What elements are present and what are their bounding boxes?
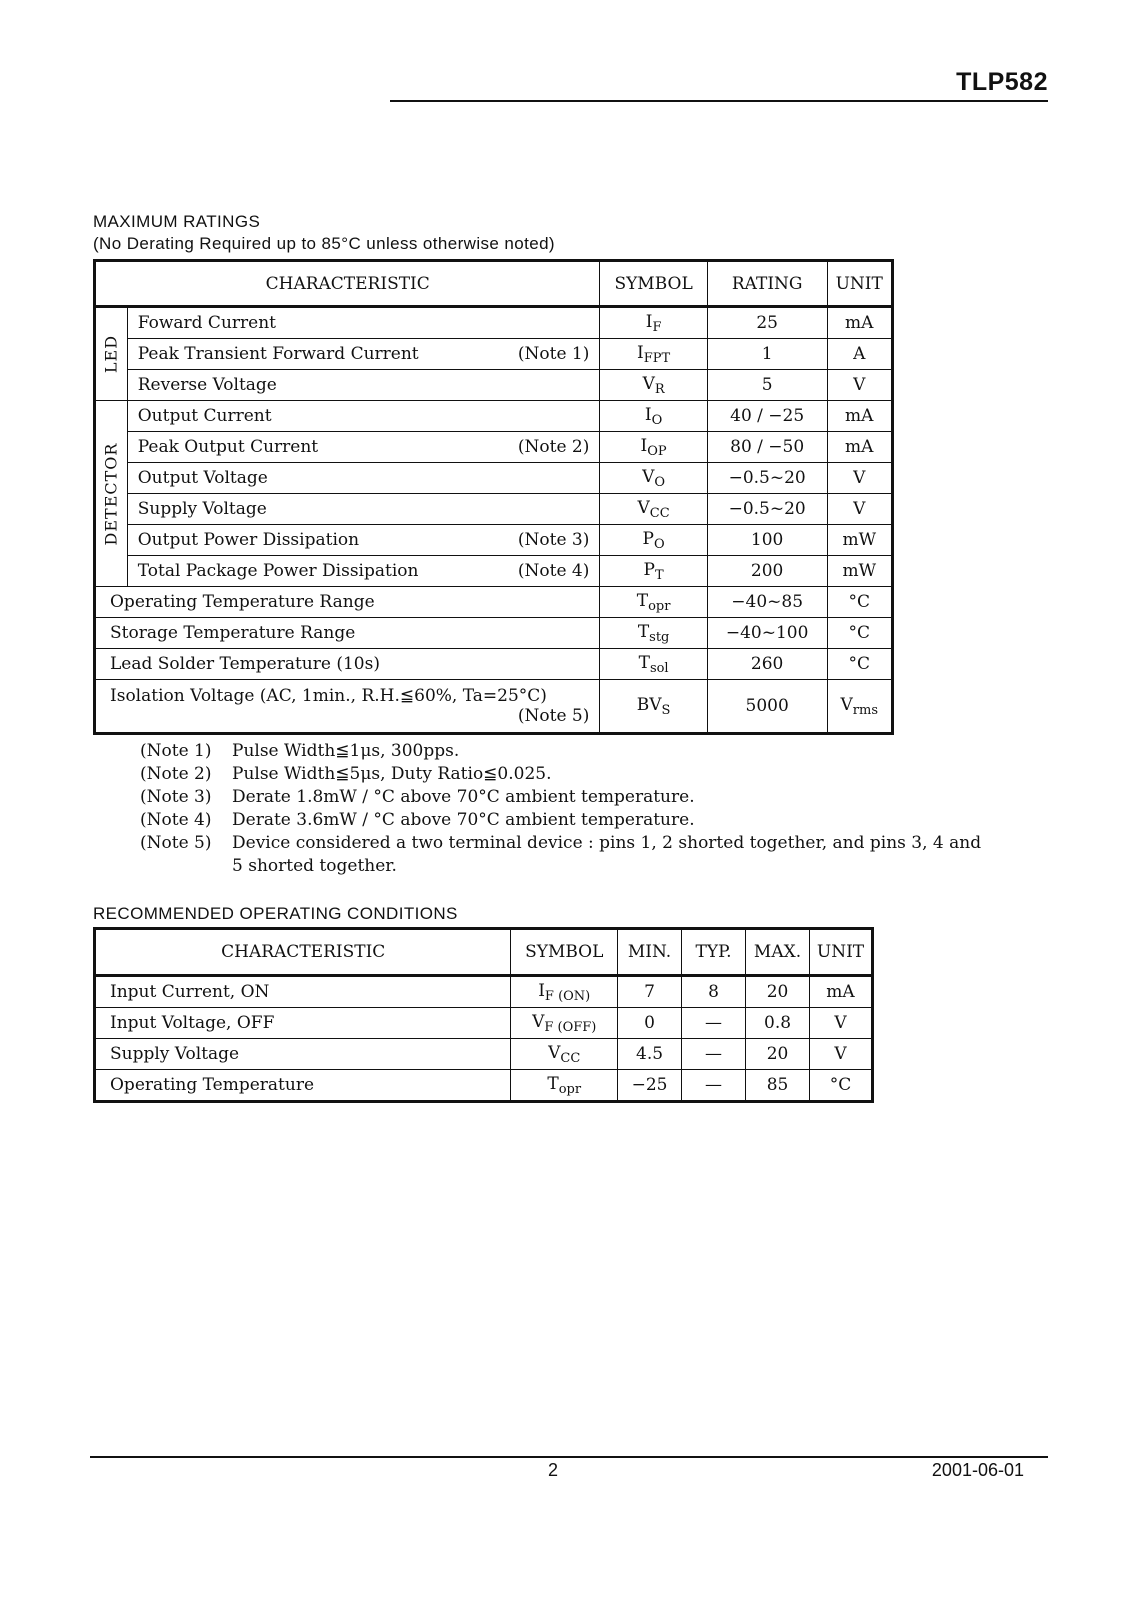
unit-cell: °C xyxy=(827,649,893,680)
max-cell: 20 xyxy=(746,1039,810,1070)
characteristic-cell xyxy=(95,618,600,649)
rating-cell: −0.5~20 xyxy=(707,494,827,525)
symbol-cell xyxy=(511,1008,618,1039)
note-item xyxy=(140,809,992,832)
typ-cell: 8 xyxy=(682,976,746,1008)
characteristic-cell xyxy=(127,494,600,525)
rating-cell: 25 xyxy=(707,307,827,339)
table-row xyxy=(95,1070,873,1102)
unit-cell: mW xyxy=(827,525,893,556)
symbol-subscript: stg xyxy=(649,629,670,645)
typ-cell: — xyxy=(682,1039,746,1070)
symbol-cell xyxy=(600,432,707,463)
unit-cell: mW xyxy=(827,556,893,587)
table-row xyxy=(95,680,893,734)
symbol-text: I xyxy=(637,342,644,363)
symbol-text: V xyxy=(642,466,655,487)
note-item xyxy=(140,832,992,878)
page-number: 2 xyxy=(548,1460,559,1480)
characteristic-text: Isolation Voltage (AC, 1min., R.H.≦60%, Ta=25°C) xyxy=(110,686,547,706)
characteristic-cell xyxy=(95,680,600,734)
characteristic-cell xyxy=(127,556,600,587)
characteristic-cell xyxy=(95,649,600,680)
characteristic-text: Operating Temperature Range xyxy=(110,592,375,612)
note-id: (Note 3) xyxy=(140,787,212,807)
characteristic-text: Peak Output Current xyxy=(137,437,319,457)
table-row xyxy=(95,649,893,680)
symbol-subscript: FPT xyxy=(643,350,671,366)
maximum-ratings-subtitle: (No Derating Required up to 85°C unless otherwise noted) xyxy=(93,234,555,253)
symbol-cell xyxy=(511,1070,618,1102)
note-item xyxy=(140,786,992,809)
symbol-cell xyxy=(600,525,707,556)
col-header-rating: RATING xyxy=(707,261,827,307)
characteristic-cell xyxy=(127,401,600,432)
table-row xyxy=(95,976,873,1008)
table-row xyxy=(95,1039,873,1070)
symbol-subscript: T xyxy=(654,567,664,583)
rating-cell: 5 xyxy=(707,370,827,401)
symbol-text: I xyxy=(640,435,648,456)
col-header-min: MIN. xyxy=(618,929,682,976)
unit-cell: V xyxy=(810,1008,873,1039)
note-text: Pulse Width≦5μs, Duty Ratio≦0.025. xyxy=(232,764,552,784)
note-text: Device considered a two terminal device : pins 1, 2 shorted together, and pins 3, 4 and 5 shorted together. xyxy=(232,833,982,876)
characteristic-cell xyxy=(127,307,600,339)
unit-cell: V xyxy=(827,494,893,525)
characteristic-text: Reverse Voltage xyxy=(137,375,277,395)
unit-cell: A xyxy=(827,339,893,370)
table-row xyxy=(95,339,893,370)
note-ref: (Note 1) xyxy=(517,344,590,364)
symbol-subscript: sol xyxy=(649,660,669,676)
characteristic-text: Peak Transient Forward Current xyxy=(137,344,419,364)
symbol-subscript: R xyxy=(654,381,665,397)
symbol-text: P xyxy=(643,559,655,580)
table-row xyxy=(95,370,893,401)
symbol-cell xyxy=(600,649,707,680)
unit-cell: V xyxy=(827,463,893,494)
col-header-max: MAX. xyxy=(746,929,810,976)
note-id: (Note 2) xyxy=(140,764,212,784)
symbol-text: BV xyxy=(636,694,662,715)
maximum-ratings-title: MAXIMUM RATINGS xyxy=(93,212,261,231)
col-header-symbol: SYMBOL xyxy=(600,261,707,307)
note-id: (Note 4) xyxy=(140,810,212,830)
symbol-subscript: CC xyxy=(560,1050,581,1066)
symbol-subscript: F (OFF) xyxy=(544,1019,597,1035)
characteristic-cell xyxy=(127,432,600,463)
symbol-subscript: O xyxy=(654,474,666,490)
maximum-ratings-table xyxy=(93,259,894,735)
col-header-symbol: SYMBOL xyxy=(511,929,618,976)
unit-cell: mA xyxy=(810,976,873,1008)
unit-cell: °C xyxy=(827,618,893,649)
table-row xyxy=(95,494,893,525)
table-header-row xyxy=(95,929,873,976)
symbol-text: I xyxy=(645,311,653,332)
symbol-subscript: opr xyxy=(648,598,671,614)
max-cell: 20 xyxy=(746,976,810,1008)
symbol-text: T xyxy=(636,590,649,611)
characteristic-text: Storage Temperature Range xyxy=(110,623,356,643)
symbol-cell xyxy=(511,976,618,1008)
col-header-characteristic: CHARACTERISTIC xyxy=(95,929,511,976)
unit-subscript: rms xyxy=(852,702,878,718)
min-cell: 4.5 xyxy=(618,1039,682,1070)
symbol-cell xyxy=(600,494,707,525)
characteristic-cell: Supply Voltage xyxy=(95,1039,511,1070)
min-cell: 7 xyxy=(618,976,682,1008)
table-row xyxy=(95,587,893,618)
rating-cell: −0.5~20 xyxy=(707,463,827,494)
characteristic-cell xyxy=(127,339,600,370)
symbol-cell xyxy=(600,618,707,649)
characteristic-text: Output Voltage xyxy=(137,468,268,488)
table-row xyxy=(95,401,893,432)
max-cell: 0.8 xyxy=(746,1008,810,1039)
symbol-cell xyxy=(600,339,707,370)
rating-cell: 40 / −25 xyxy=(707,401,827,432)
symbol-text: P xyxy=(642,528,654,549)
symbol-subscript: opr xyxy=(558,1081,582,1097)
symbol-cell xyxy=(511,1039,618,1070)
unit-cell: °C xyxy=(810,1070,873,1102)
symbol-text: T xyxy=(637,621,650,642)
part-number: TLP582 xyxy=(956,68,1048,96)
led-group xyxy=(95,307,128,401)
table-header-row xyxy=(95,261,893,307)
unit-cell: V xyxy=(827,370,893,401)
unit-text: V xyxy=(840,694,853,715)
table-row xyxy=(95,525,893,556)
min-cell: −25 xyxy=(618,1070,682,1102)
col-header-typ: TYP. xyxy=(682,929,746,976)
note-ref: (Note 4) xyxy=(517,561,590,581)
characteristic-cell: Input Voltage, OFF xyxy=(95,1008,511,1039)
note-text: Derate 3.6mW / °C above 70°C ambient temperature. xyxy=(232,810,695,830)
characteristic-text: Output Current xyxy=(137,406,272,426)
symbol-cell xyxy=(600,556,707,587)
rating-cell: 100 xyxy=(707,525,827,556)
characteristic-text: Supply Voltage xyxy=(137,499,267,519)
rating-cell: −40~100 xyxy=(707,618,827,649)
symbol-text: V xyxy=(532,1011,545,1032)
typ-cell: — xyxy=(682,1070,746,1102)
notes-list xyxy=(140,740,992,878)
table-row xyxy=(95,463,893,494)
symbol-subscript: CC xyxy=(649,505,670,521)
symbol-subscript: O xyxy=(653,536,665,552)
detector-group-label: DETECTOR xyxy=(101,442,121,545)
note-item xyxy=(140,763,992,786)
unit-cell: mA xyxy=(827,432,893,463)
symbol-cell xyxy=(600,401,707,432)
max-cell: 85 xyxy=(746,1070,810,1102)
footer-rule xyxy=(90,1456,1048,1458)
symbol-subscript: O xyxy=(651,412,663,428)
table-row xyxy=(95,307,893,339)
symbol-subscript: F xyxy=(652,319,662,335)
characteristic-cell xyxy=(127,525,600,556)
symbol-text: I xyxy=(644,404,652,425)
unit-cell: V xyxy=(810,1039,873,1070)
publication-date: 2001-06-01 xyxy=(931,1460,1024,1480)
rating-cell: 5000 xyxy=(707,680,827,734)
symbol-cell xyxy=(600,587,707,618)
symbol-subscript: S xyxy=(661,702,671,718)
characteristic-cell xyxy=(127,463,600,494)
characteristic-cell: Input Current, ON xyxy=(95,976,511,1008)
header-rule xyxy=(390,100,1048,102)
characteristic-cell: Operating Temperature xyxy=(95,1070,511,1102)
symbol-cell xyxy=(600,370,707,401)
rating-cell: 1 xyxy=(707,339,827,370)
symbol-cell xyxy=(600,680,707,734)
note-id: (Note 1) xyxy=(140,741,212,761)
characteristic-text: Total Package Power Dissipation xyxy=(137,561,419,581)
col-header-unit: UNIT xyxy=(827,261,893,307)
symbol-text: T xyxy=(547,1073,559,1094)
symbol-cell xyxy=(600,463,707,494)
symbol-text: V xyxy=(548,1042,561,1063)
note-text: Derate 1.8mW / °C above 70°C ambient temperature. xyxy=(232,787,695,807)
recommended-conditions-title: RECOMMENDED OPERATING CONDITIONS xyxy=(93,904,458,923)
table-row xyxy=(95,1008,873,1039)
note-ref: (Note 2) xyxy=(517,437,590,457)
recommended-conditions-table xyxy=(93,927,874,1103)
unit-cell xyxy=(827,680,893,734)
symbol-text: I xyxy=(538,980,545,1001)
characteristic-text: Output Power Dissipation xyxy=(137,530,360,550)
characteristic-cell xyxy=(95,587,600,618)
min-cell: 0 xyxy=(618,1008,682,1039)
rating-cell: 200 xyxy=(707,556,827,587)
characteristic-cell xyxy=(127,370,600,401)
unit-cell: °C xyxy=(827,587,893,618)
note-text: Pulse Width≦1μs, 300pps. xyxy=(232,741,460,761)
rating-cell: −40~85 xyxy=(707,587,827,618)
symbol-text: T xyxy=(638,652,650,673)
symbol-cell xyxy=(600,307,707,339)
led-group-label: LED xyxy=(101,334,121,374)
rating-cell: 80 / −50 xyxy=(707,432,827,463)
typ-cell: — xyxy=(682,1008,746,1039)
symbol-text: V xyxy=(637,497,650,518)
characteristic-text: Foward Current xyxy=(137,313,276,333)
table-row xyxy=(95,618,893,649)
characteristic-text: Lead Solder Temperature (10s) xyxy=(110,654,380,674)
unit-cell: mA xyxy=(827,401,893,432)
table-row xyxy=(95,556,893,587)
maximum-ratings-heading xyxy=(93,211,555,255)
col-header-unit: UNIT xyxy=(810,929,873,976)
rating-cell: 260 xyxy=(707,649,827,680)
table-row xyxy=(95,432,893,463)
detector-group xyxy=(95,401,128,587)
col-header-characteristic: CHARACTERISTIC xyxy=(95,261,600,307)
symbol-text: V xyxy=(642,373,655,394)
note-id: (Note 5) xyxy=(140,833,212,853)
unit-cell: mA xyxy=(827,307,893,339)
symbol-subscript: F (ON) xyxy=(544,988,591,1004)
symbol-subscript: OP xyxy=(647,443,667,459)
note-item xyxy=(140,740,992,763)
note-ref: (Note 5) xyxy=(517,706,590,726)
note-ref: (Note 3) xyxy=(517,530,590,550)
